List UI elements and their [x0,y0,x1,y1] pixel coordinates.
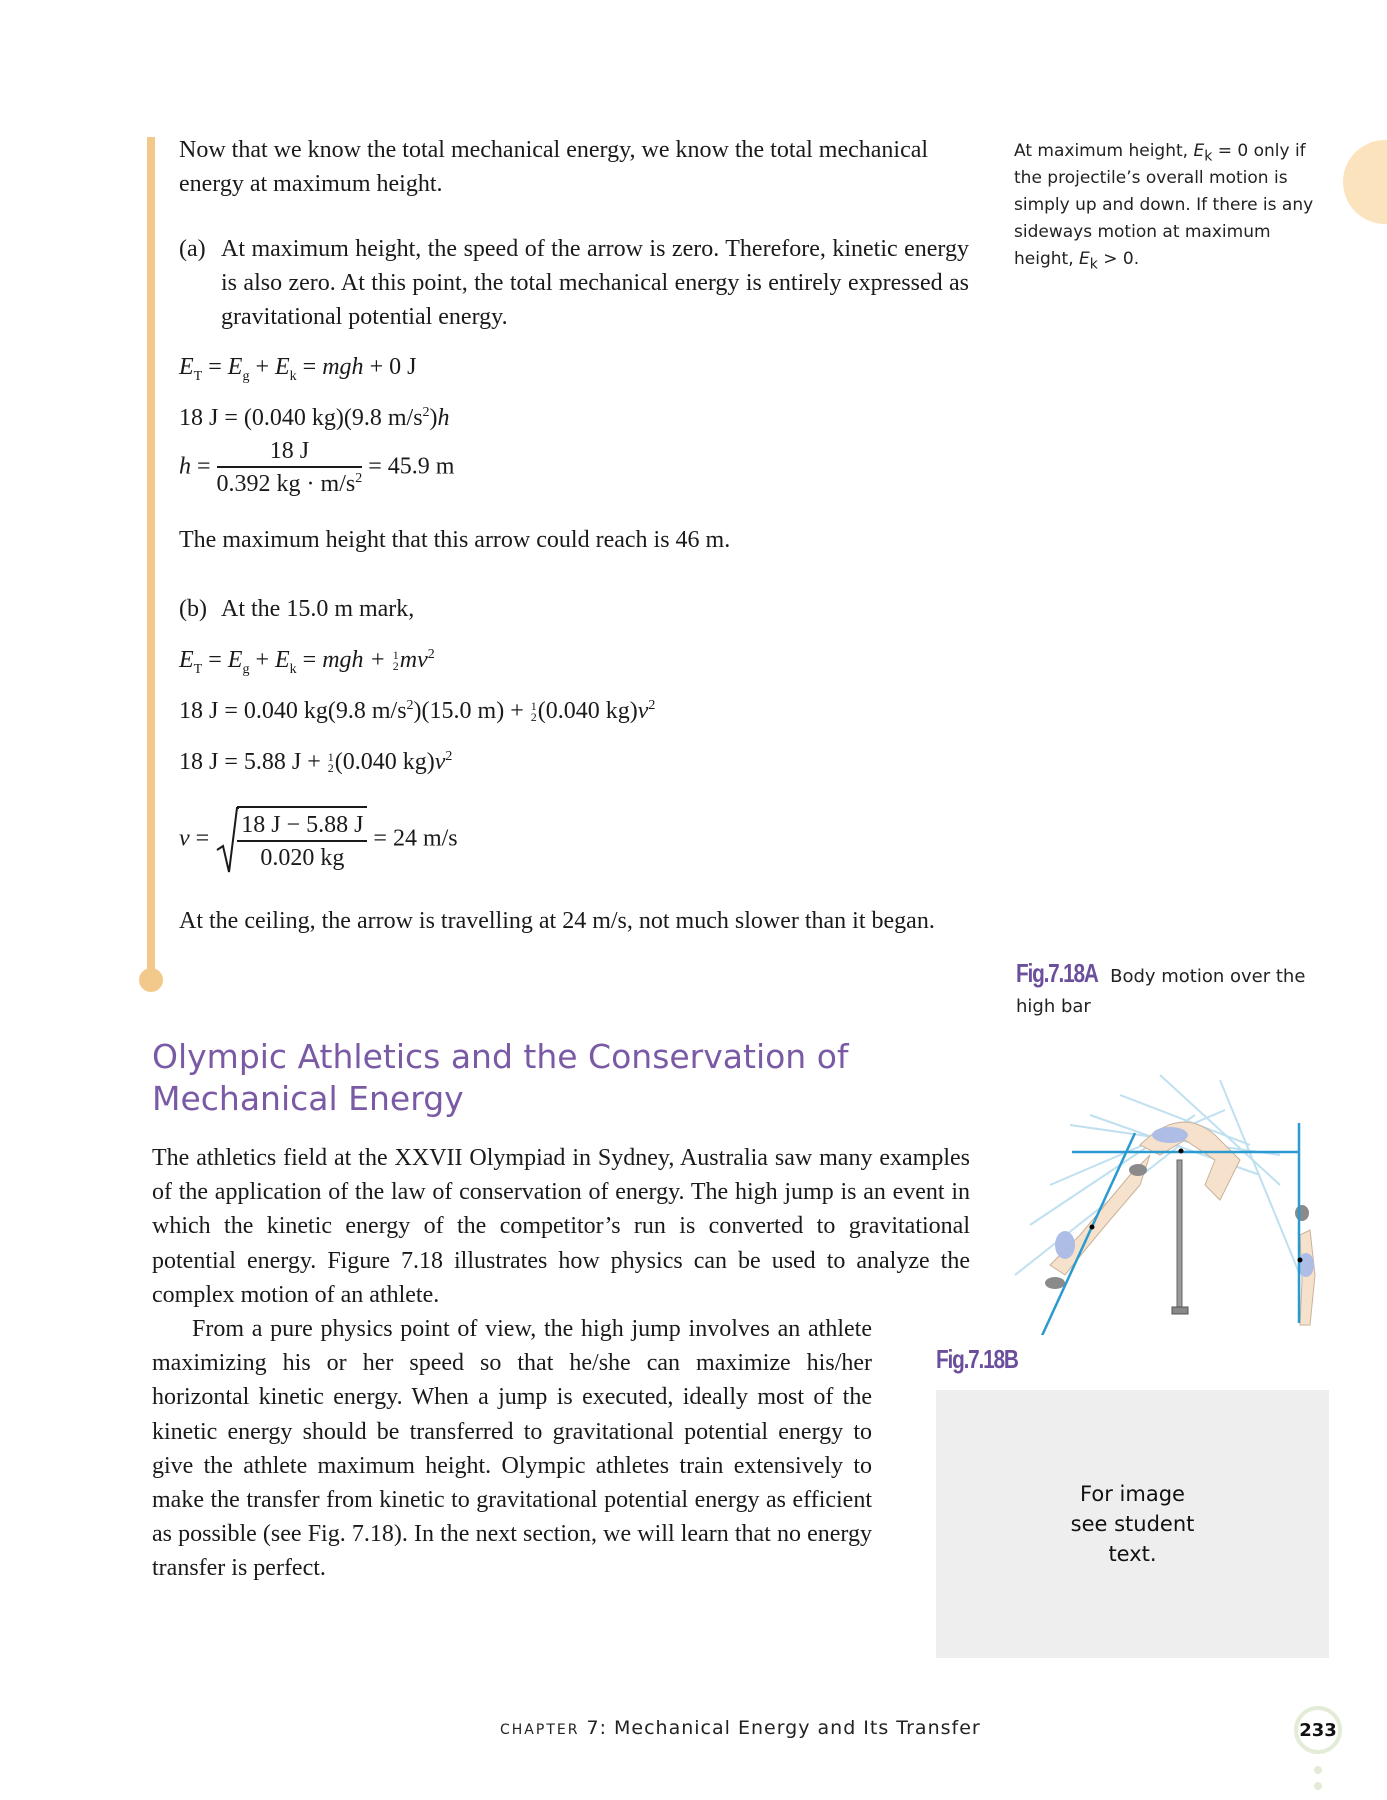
page-number-badge [1294,1706,1342,1754]
example-part-b: (b) At the 15.0 m mark, [179,596,415,622]
margin-note: At maximum height, $E_k = 0$ only if the projectile’s overall motion is simply up and down. If there is any sideways motion at maximum height, $E_k > 0$. [1014,141,1314,273]
body-paragraph-1: The athletics field at the XXVII Olympiad in Sydney, Australia saw many examples of the application of the law of conservation of energy. The high jump is an event in which the kinetic energy of the competitor’s run is converted to gravitational potential energy. Figure 7.18 illustrates how physics can be used to analyze the complex motion of an athlete. [152,1145,970,1308]
high-jump-diagram [1010,1035,1340,1335]
example-margin-bar-end [139,968,163,992]
result-statement-b: At the ceiling, the arrow is travelling at 24 m/s, not much slower than it began. [179,908,935,934]
radical-sign-icon [215,806,239,876]
square-root: $\frac{18 J - 5.88 J}{0.020 kg}$ [215,806,367,874]
example-intro: Now that we know the total mechanical energy, we know the total mechanical energy at maximum height. [179,137,929,197]
equation-total-energy-a: $E_T = E_g + E_k$ = mgh + 0 J [179,354,417,384]
figure-a-label: Fig.7.18A [1016,958,1098,988]
equation-substitution-b: 18 J = 0.040 kg(9.8 $m/s^2)(15.0$ m) + 1 2 (0.040 $kg)v^2$ [179,698,656,725]
body-paragraph-2: From a pure physics point of view, the high jump involves an athlete maximizing his or her speed so that he/she can maximize his/her horizontal kinetic energy. When a jump is executed, ideally most of the kinetic energy should be transferred to gravitational potential energy to give the athlete maximum height. Olympic athletes train extensively to make the transfer from kinetic to gravitational potential energy as efficient as possible (see Fig. 7.18). In the next section, we will learn that no energy transfer is perfect. [152,1316,872,1582]
margin-tab-marker [1343,140,1387,224]
equation-height-result: h = $\frac{18 J}{0.392 kg \cdot m/s^2}$ = 45.9 m [179,438,455,497]
equation-simplified-b: 18 J = 5.88 J + 1 2 (0.040 $kg)v^2$ [179,749,453,776]
equation-total-energy-b: $E_T = E_g + E_k$ = mgh + 1 2 $mv^2$ [179,647,435,677]
result-statement-a: The maximum height that this arrow could reach is 46 m. [179,527,731,553]
running-footer: CHAPTER 7: Mechanical Energy and Its Transfer [500,1717,981,1739]
figure-a-caption: Fig.7.18A Body motion over the high bar [1016,958,1306,1017]
section-heading: Olympic Athletics and the Conservation of Mechanical Energy [152,1037,849,1118]
example-part-a: (a) At maximum height, the speed of the arrow is zero. Therefore, kinetic energy is also zero. At this point, the total mechanical energy is entirely expressed as gravitational potential energy. [179,236,969,330]
example-margin-bar [147,137,155,982]
figure-b-placeholder: For image see student text. [936,1390,1329,1658]
equation-substitution-a: 18 J = (0.040 kg)(9.8 $m/s^2)h$ [179,405,450,431]
decorative-dot [1314,1766,1322,1774]
equation-velocity-result: v = $\frac{18 J - 5.88 J}{0.020 kg}$ = 24 m/s [179,806,458,874]
figure-b-label: Fig.7.18B [936,1344,1018,1374]
decorative-dot [1314,1782,1322,1790]
figure-b-label-wrap [936,1344,1038,1375]
page-number: 233 [1299,1719,1337,1741]
